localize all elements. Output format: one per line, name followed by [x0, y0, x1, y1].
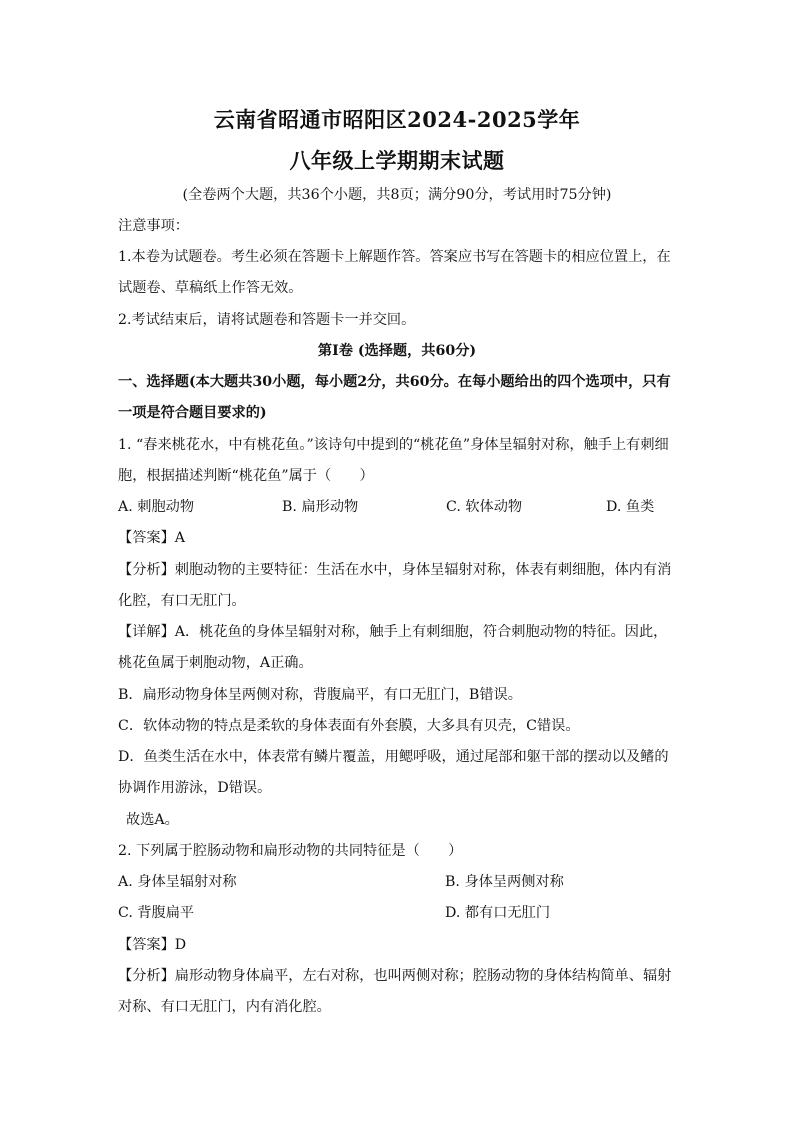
q1-option-a: A. 刺胞动物 [118, 499, 195, 515]
q1-conclusion: 故选A。 [126, 812, 179, 828]
q1-stem-line-1: 1. “春来桃花水，中有桃花鱼。”该诗句中提到的“桃花鱼”身体呈辐射对称，触手上有刺细 [118, 437, 669, 453]
q2-analysis-line-1: 【分析】扁形动物身体扁平，左右对称，也叫两侧对称；腔肠动物的身体结构简单、辐射 [118, 968, 672, 984]
exam-title-line2: 八年级上学期期末试题 [289, 148, 505, 173]
q2-option-a: A. 身体呈辐射对称 [118, 874, 237, 890]
q1-detail-line-2: 桃花鱼属于刺胞动物，A正确。 [118, 655, 313, 671]
q2-stem: 2. 下列属于腔肠动物和扁形动物的共同特征是（ ） [118, 843, 463, 859]
q1-answer: 【答案】A [118, 530, 185, 546]
q1-detail-d-line-2: 协调作用游泳，D错误。 [118, 780, 272, 796]
q1-option-d: D. 鱼类 [606, 499, 655, 515]
notes-item-1-line-1: 1.本卷为试题卷。考生必须在答题卡上解题作答。答案应书写在答题卡的相应位置上，在 [118, 249, 671, 265]
section-instructions-line-1: 一、选择题(本大题共30小题，每小题2分，共60分。在每小题给出的四个选项中，只有 [118, 374, 671, 390]
q1-option-b: B. 扁形动物 [282, 499, 359, 515]
q1-detail-d-line-1: D．鱼类生活在水中，体表常有鳞片覆盖，用鳃呼吸，通过尾部和躯干部的摆动以及鳍的 [118, 749, 669, 765]
q2-answer: 【答案】D [118, 937, 187, 953]
exam-title-line1: 云南省昭通市昭阳区2024-2025学年 [213, 107, 581, 132]
q2-option-d: D. 都有口无肛门 [445, 905, 551, 921]
q1-detail-line-1: 【详解】A．桃花鱼的身体呈辐射对称，触手上有刺细胞，符合刺胞动物的特征。因此， [118, 624, 668, 640]
notes-heading: 注意事项： [118, 218, 189, 234]
q1-option-c: C. 软体动物 [446, 499, 523, 515]
q2-analysis-line-2: 对称、有口无肛门，内有消化腔。 [118, 999, 331, 1015]
section-instructions-line-2: 一项是符合题目要求的) [118, 405, 267, 421]
q1-analysis-line-2: 化腔，有口无肛门。 [118, 593, 246, 609]
q2-option-c: C. 背腹扁平 [118, 905, 195, 921]
notes-item-2: 2.考试结束后，请将试题卷和答题卡一并交回。 [118, 312, 416, 328]
q1-analysis-line-1: 【分析】刺胞动物的主要特征：生活在水中，身体呈辐射对称，体表有刺细胞，体内有消 [118, 562, 672, 578]
notes-item-1-line-2: 试题卷、草稿纸上作答无效。 [118, 280, 303, 296]
section-title: 第Ⅰ卷 (选择题，共60分) [317, 343, 477, 359]
q2-option-b: B. 身体呈两侧对称 [445, 874, 564, 890]
q1-detail-b: B．扁形动物身体呈两侧对称，背腹扁平，有口无肛门，B错误。 [118, 687, 522, 703]
exam-subtitle: (全卷两个大题，共36个小题，共8页；满分90分，考试用时75分钟) [182, 187, 612, 203]
q1-stem-line-2: 胞，根据描述判断“桃花鱼”属于（ ） [118, 468, 374, 484]
q1-detail-c: C．软体动物的特点是柔软的身体表面有外套膜，大多具有贝壳，C错误。 [118, 718, 580, 734]
